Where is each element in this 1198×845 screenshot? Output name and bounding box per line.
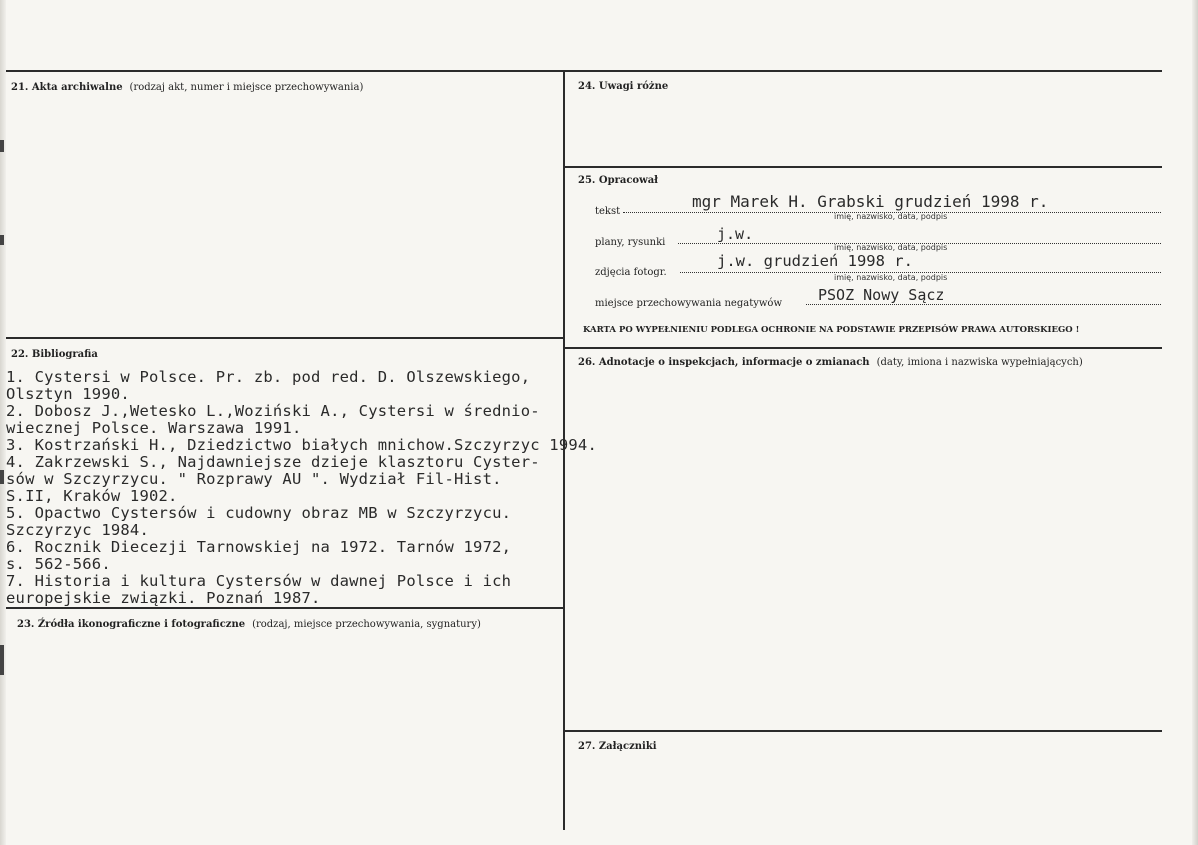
margin-mark [0,645,4,675]
bibliography-line: s. 562-566. [6,555,111,573]
negatywy-value: PSOZ Nowy Sącz [818,286,945,304]
page-edge-right [1192,0,1198,845]
bibliography-line: 2. Dobosz J.,Wetesko L.,Woziński A., Cystersi w średnio- [6,402,540,420]
section-22-heading: 22. Bibliografia [11,349,98,360]
section-24-heading: 24. Uwagi różne [578,81,669,92]
zdjecia-label: zdjęcia fotogr. [595,267,667,278]
negatywy-line [806,304,1161,305]
bibliography-list [6,368,597,607]
negatywy-label: miejsce przechowywania negatywów [595,298,782,309]
bibliography-line: sów w Szczyrzycu. " Rozprawy AU ". Wydział Fil-Hist. [6,470,502,488]
copyright-notice: KARTA PO WYPEŁNIENIU PODLEGA OCHRONIE NA PODSTAWIE PRZEPISÓW PRAWA AUTORSKIEGO ! [583,325,1080,335]
bibliography-line: Olsztyn 1990. [6,385,130,403]
bibliography-line: 3. Kostrzański H., Dziedzictwo białych mnichow.Szczyrzyc 1994. [6,436,597,454]
section-26-subtitle: (daty, imiona i nazwiska wypełniających) [876,357,1083,368]
plany-hint: imię, nazwisko, data, podpis [834,243,948,252]
bibliography-line: S.II, Kraków 1902. [6,487,178,505]
bibliography-line: Szczyrzyc 1984. [6,521,149,539]
bibliography-line: wiecznej Polsce. Warszawa 1991. [6,419,302,437]
plany-value: j.w. [717,225,754,243]
zdjecia-hint: imię, nazwisko, data, podpis [834,273,948,282]
section-23-heading: 23. Źródła ikonograficzne i fotograficzne (rodzaj, miejsce przechowywania, sygnatury) [17,619,481,630]
section-27-heading: 27. Załączniki [578,741,657,752]
tekst-hint: imię, nazwisko, data, podpis [834,212,948,221]
bibliography-line: 4. Zakrzewski S., Najdawniejsze dzieje klasztoru Cyster- [6,453,540,471]
tekst-label: tekst [595,206,621,217]
rule-26-27 [564,730,1162,732]
margin-mark [0,235,4,245]
section-21-heading: 21. Akta archiwalne (rodzaj akt, numer i miejsce przechowywania) [11,82,364,93]
margin-mark [0,470,4,484]
rule-21-22 [6,337,564,339]
rule-24-25 [564,166,1162,168]
rule-22-23 [6,607,564,609]
plany-label: plany, rysunki [595,237,666,248]
section-23-subtitle: (rodzaj, miejsce przechowywania, sygnatury) [252,619,481,630]
rule-25-26 [564,347,1162,349]
bibliography-line: 1. Cystersi w Polsce. Pr. zb. pod red. D. Olszewskiego, [6,368,531,386]
bibliography-line: europejskie związki. Poznań 1987. [6,589,321,607]
top-rule [6,70,1162,72]
section-21-subtitle: (rodzaj akt, numer i miejsce przechowywania) [129,82,364,93]
section-26-heading: 26. Adnotacje o inspekcjach, informacje o zmianach (daty, imiona i nazwiska wypełniających) [578,357,1083,368]
bibliography-line: 6. Rocznik Diecezji Tarnowskiej na 1972. Tarnów 1972, [6,538,512,556]
bibliography-line: 5. Opactwo Cystersów i cudowny obraz MB w Szczyrzycu. [6,504,512,522]
section-25-heading: 25. Opracował [578,175,659,186]
margin-mark [0,140,4,152]
tekst-value: mgr Marek H. Grabski grudzień 1998 r. [692,192,1049,211]
bibliography-line: 7. Historia i kultura Cystersów w dawnej Polsce i ich [6,572,512,590]
zdjecia-value: j.w. grudzień 1998 r. [717,252,913,270]
